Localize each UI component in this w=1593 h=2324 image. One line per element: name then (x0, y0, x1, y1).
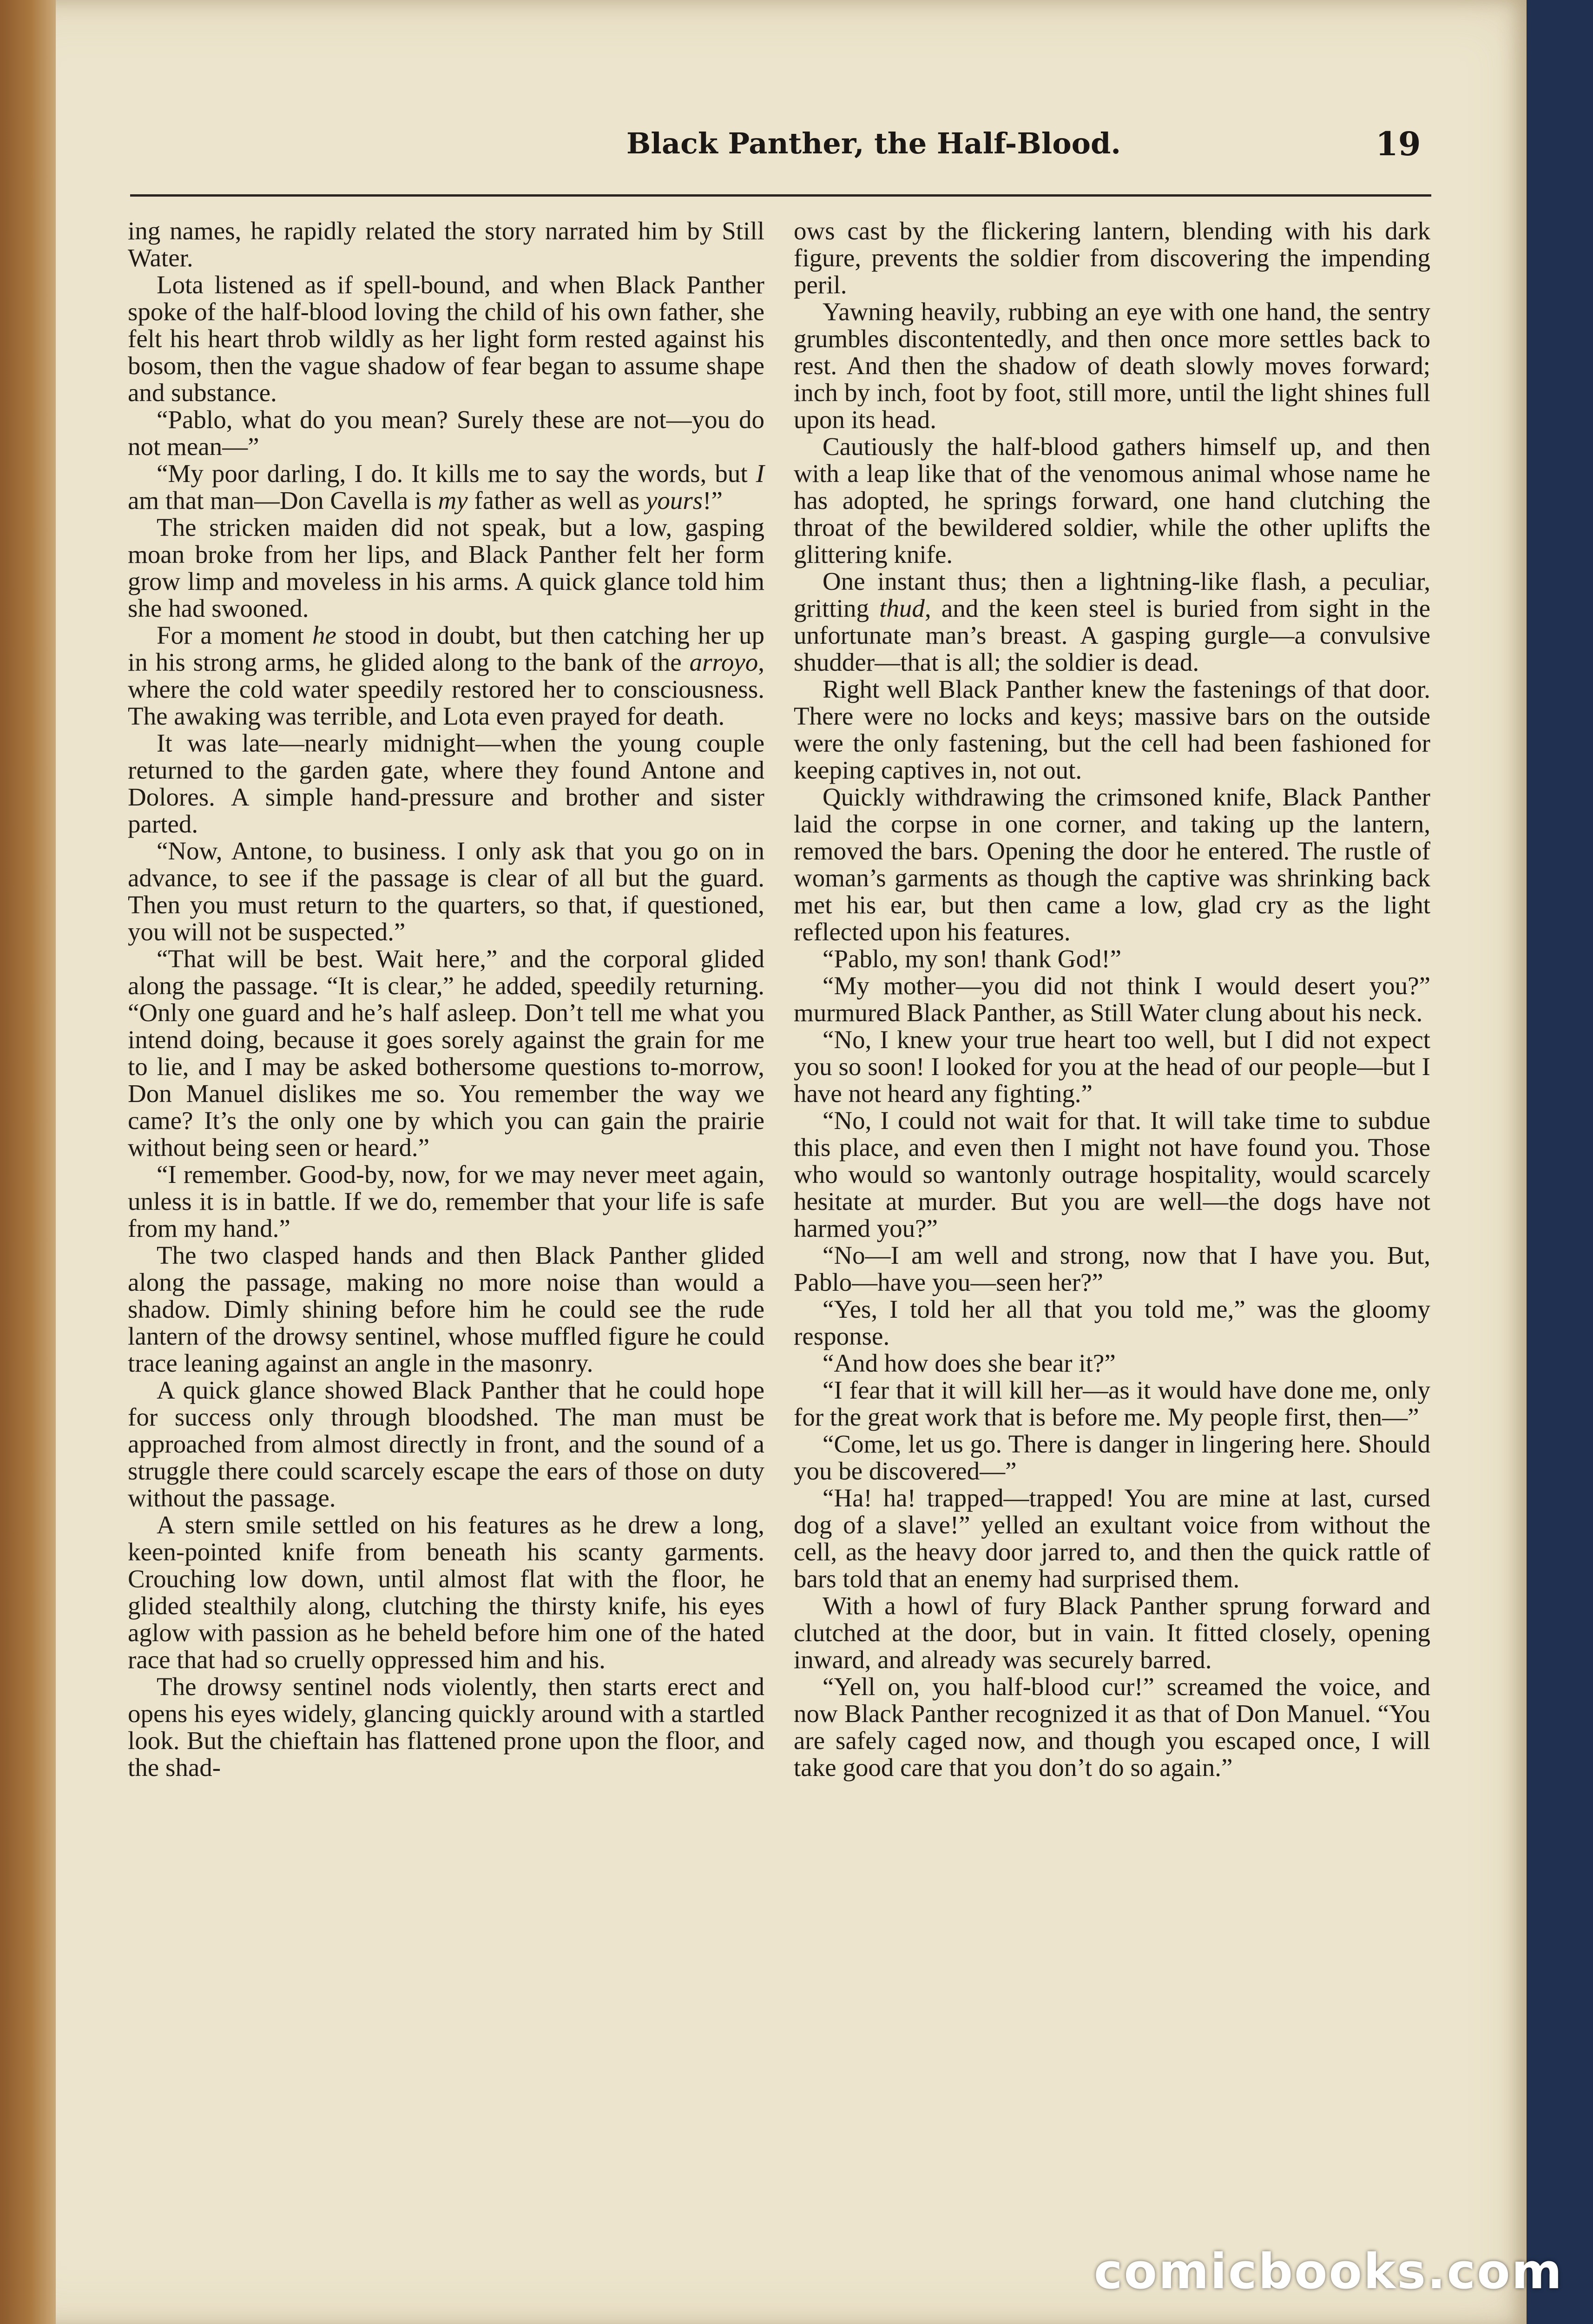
paragraph (128, 460, 764, 514)
left-text-column (128, 218, 764, 1781)
italic-text: yours (645, 486, 703, 515)
paragraph-text: It was late—nearly midnight—when the young couple returned to the garden gate, where they found Antone and Dolores. A simple hand-pressure and brother and sister parted. (128, 729, 764, 838)
paragraph-text: am that man—Don Cavella is (128, 486, 438, 515)
paragraph (794, 1673, 1430, 1781)
paragraph (794, 1377, 1430, 1431)
paragraph-text: “Pablo, my son! thank God!” (823, 944, 1122, 973)
paragraph (794, 784, 1430, 945)
paragraph (794, 1485, 1430, 1592)
paragraph-text: “Ha! ha! trapped—trapped! You are mine at last, cursed dog of a slave!” yelled an exultant voice from without the cell, as the heavy door jarred to, and then the quick rattle of bars told that an enemy had surprised them. (794, 1484, 1430, 1593)
italic-text: arroyo (689, 648, 758, 676)
paragraph (128, 218, 764, 271)
paragraph (128, 406, 764, 460)
paragraph-text: “Yes, I told her all that you told me,” was the gloomy response. (794, 1295, 1430, 1350)
paragraph (128, 838, 764, 945)
paragraph (128, 514, 764, 622)
paragraph (128, 622, 764, 730)
paragraph-text: , where the cold water speedily restored her to consciousness. The awaking was terrible, and Lota even prayed for death. (128, 648, 764, 730)
paragraph (128, 1512, 764, 1673)
paragraph-text: With a howl of fury Black Panther sprung forward and clutched at the door, but in vain. It fitted closely, opening inward, and already was securely barred. (794, 1591, 1430, 1674)
paragraph (794, 1296, 1430, 1350)
paragraph-text: “I remember. Good-by, now, for we may never meet again, unless it is in battle. If we do, remember that your life is safe from my hand.” (128, 1160, 764, 1242)
paragraph-text: Right well Black Panther knew the fastenings of that door. There were no locks and keys; massive bars on the outside were the only fastening, but the cell had been fashioned for keeping captives in, not out. (794, 675, 1430, 784)
paragraph (794, 1350, 1430, 1377)
paragraph-text: Lota listened as if spell-bound, and when Black Panther spoke of the half-blood loving the child of his own father, she felt his heart throb wildly as her light form rested against his bosom, then the vague shadow of fear began to assume shape and substance. (128, 271, 764, 407)
right-text-column (794, 218, 1430, 1781)
paragraph (794, 972, 1430, 1026)
paragraph (128, 1377, 764, 1512)
italic-text: he (312, 621, 336, 649)
paragraph-text: “Now, Antone, to business. I only ask that you go on in advance, to see if the passage is clear of all but the guard. Then you must return to the quarters, so that, if questioned, you will not be suspected.” (128, 837, 764, 946)
paragraph (128, 1161, 764, 1242)
running-title: Black Panther, the Half-Blood. (626, 126, 1121, 160)
paragraph-text: A quick glance showed Black Panther that he could hope for success only through bloodshed. The man must be approached from almost directly in front, and the sound of a struggle there could scarcely escape the ears of those on duty without the passage. (128, 1376, 764, 1512)
italic-text: I (756, 459, 764, 488)
paragraph-text: The drowsy sentinel nods violently, then starts erect and opens his eyes widely, glancing quickly around with a startled look. But the chieftain has flattened prone upon the floor, and the shad- (128, 1672, 764, 1782)
paragraph (128, 271, 764, 406)
paragraph-text: stood in doubt, but then catching her up in his strong arms, he glided along to the bank of the (128, 621, 764, 676)
paragraph-text: “Yell on, you half-blood cur!” screamed the voice, and now Black Panther recognized it as that of Don Manuel. “You are safely caged now, and though you escaped once, I will take good care that you don’t do so again.” (794, 1672, 1430, 1782)
paragraph-text: father as well as (467, 486, 646, 515)
paragraph (794, 1431, 1430, 1485)
watermark: comicbooks.com (1093, 2243, 1563, 2300)
paragraph-text: !” (703, 486, 723, 515)
paragraph (794, 1107, 1430, 1242)
paragraph (794, 1592, 1430, 1673)
paragraph (794, 1242, 1430, 1296)
paragraph-text: ing names, he rapidly related the story narrated him by Still Water. (128, 217, 764, 272)
paragraph-text: “No, I knew your true heart too well, but I did not expect you so soon! I looked for you at the head of our people—but I have not heard any fighting.” (794, 1025, 1430, 1108)
paragraph-text: “That will be best. Wait here,” and the corporal glided along the passage. “It is clear,” he added, speedily returning. “Only one guard and he’s half asleep. Don’t tell me what you intend doing, because it goes sorely against the grain for me to lie, and I may be asked bothersome questions to-morrow, Don Manuel dislikes me so. You remember the way we came? It’s the only one by which you can gain the prairie without being seen or heard.” (128, 944, 764, 1162)
paragraph-text: “My poor darling, I do. It kills me to say the words, but (157, 459, 756, 488)
italic-text: my (438, 486, 468, 515)
paragraph (794, 568, 1430, 676)
paragraph (128, 1673, 764, 1781)
paragraph (128, 1242, 764, 1377)
paragraph-text: One instant thus; then a lightning-like flash, a peculiar, gritting (794, 567, 1430, 622)
paragraph-text: Yawning heavily, rubbing an eye with one hand, the sentry grumbles discontentedly, and then once more settles back to rest. And then the shadow of death slowly moves forward; inch by inch, foot by foot, still more, until the light shines full upon its head. (794, 297, 1430, 434)
paragraph-text: “My mother—you did not think I would desert you?” murmured Black Panther, as Still Water clung about his neck. (794, 971, 1430, 1027)
paragraph (794, 218, 1430, 298)
page-number: 19 (1376, 125, 1421, 163)
paragraph-text: For a moment (157, 621, 312, 649)
paragraph-text: The two clasped hands and then Black Panther glided along the passage, making no more noise than would a shadow. Dimly shining before him he could see the rude lantern of the drowsy sentinel, whose muffled figure he could trace leaning against an angle in the masonry. (128, 1241, 764, 1377)
paragraph (794, 298, 1430, 433)
paragraph (794, 433, 1430, 568)
paragraph (128, 945, 764, 1161)
paragraph-text: “No—I am well and strong, now that I have you. But, Pablo—have you—seen her?” (794, 1241, 1430, 1296)
paragraph-text: “No, I could not wait for that. It will take time to subdue this place, and even then I might not have found you. Those who would so wantonly outrage hospitality, would scarcely hesitate at murder. But you are well—the dogs have not harmed you?” (794, 1106, 1430, 1242)
paragraph (128, 730, 764, 838)
paragraph (794, 945, 1430, 972)
paragraph (794, 676, 1430, 784)
paragraph-text: A stern smile settled on his features as he drew a long, keen-pointed knife from beneath his scanty garments. Crouching low down, until almost flat with the floor, he glided stealthily along, clutching the thirsty knife, his eyes aglow with passion as he beheld before him one of the hated race that had so cruelly oppressed him and his. (128, 1511, 764, 1674)
paragraph-text: “I fear that it will kill her—as it would have done me, only for the great work that is before me. My people first, then—” (794, 1376, 1430, 1431)
paragraph-text: The stricken maiden did not speak, but a low, gasping moan broke from her lips, and Black Panther felt her form grow limp and moveless in his arms. A quick glance told him she had swooned. (128, 513, 764, 622)
paragraph-text: “Pablo, what do you mean? Surely these are not—you do not mean—” (128, 405, 764, 461)
header-rule (130, 194, 1431, 197)
paragraph-text: “And how does she bear it?” (823, 1349, 1116, 1377)
italic-text: thud (879, 594, 925, 622)
binding-spine (0, 0, 56, 2324)
paragraph-text: ows cast by the flickering lantern, blending with his dark figure, prevents the soldier from discovering the impending peril. (794, 217, 1430, 299)
paragraph-text: Cautiously the half-blood gathers himself up, and then with a leap like that of the venomous animal whose name he has adopted, he springs forward, one hand clutching the throat of the bewildered soldier, while the other uplifts the glittering knife. (794, 432, 1430, 568)
paragraph-text: Quickly withdrawing the crimsoned knife, Black Panther laid the corpse in one corner, and taking up the lantern, removed the bars. Opening the door he entered. The rustle of woman’s garments as though the captive was shrinking back met his ear, but then came a low, glad cry as the light reflected upon his features. (794, 783, 1430, 946)
paragraph (794, 1026, 1430, 1107)
paragraph-text: “Come, let us go. There is danger in lingering here. Should you be discovered—” (794, 1430, 1430, 1485)
paragraph-text: , and the keen steel is buried from sight in the unfortunate man’s breast. A gasping gurgle—a convulsive shudder—that is all; the soldier is dead. (794, 594, 1430, 676)
